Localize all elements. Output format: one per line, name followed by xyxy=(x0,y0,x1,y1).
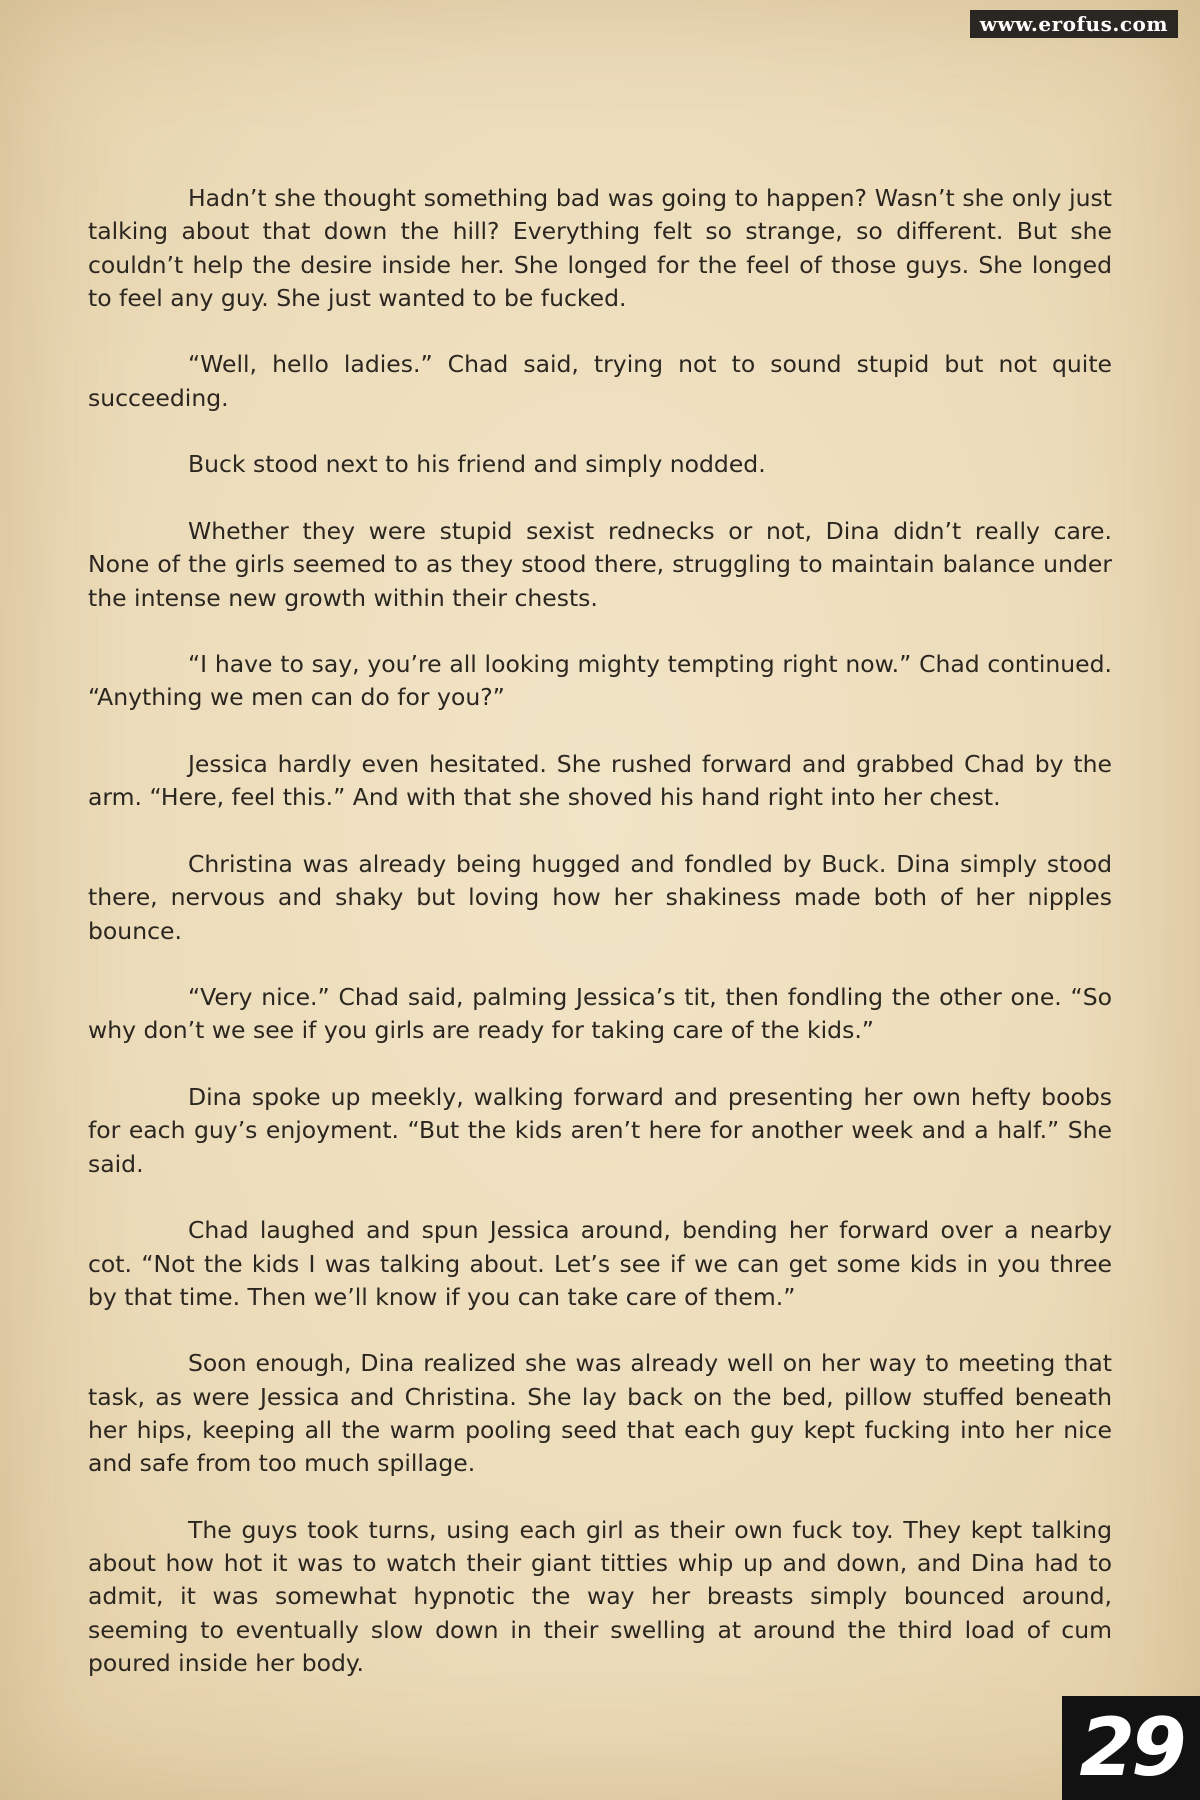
site-watermark: www.erofus.com xyxy=(970,10,1178,38)
paragraph-6: Jessica hardly even hesitated. She rushed forward and grabbed Chad by the arm. “Here, feel this.” And with that she shoved his hand right into her chest. xyxy=(88,750,1112,812)
paragraph-8: “Very nice.” Chad said, palming Jessica’s tit, then fondling the other one. “So why don’t we see if you girls are ready for taking care of the kids.” xyxy=(88,983,1112,1045)
paragraph-3: Buck stood next to his friend and simply nodded. xyxy=(188,450,766,479)
paragraph-1: Hadn’t she thought something bad was going to happen? Wasn’t she only just talking about that down the hill? Everything felt so strange, so different. But she couldn’t help the desire inside her. She longed for the feel of those guys. She longed to feel any guy. She just wanted to be fucked. xyxy=(88,184,1112,312)
paragraph-2: “Well, hello ladies.” Chad said, trying not to sound stupid but not quite succeeding. xyxy=(88,350,1112,412)
paragraph-9: Dina spoke up meekly, walking forward and presenting her own hefty boobs for each guy’s enjoyment. “But the kids aren’t here for another week and a half.” She said. xyxy=(88,1083,1112,1178)
paragraph-11: Soon enough, Dina realized she was already well on her way to meeting that task, as were Jessica and Christina. She lay back on the bed, pillow stuffed beneath her hips, keeping all the warm pooling seed that each guy kept fucking into her nice and safe from too much spillage. xyxy=(88,1349,1112,1478)
story-text xyxy=(88,182,1112,1714)
paragraph-12: The guys took turns, using each girl as their own fuck toy. They kept talking about how hot it was to watch their giant titties whip up and down, and Dina had to admit, it was somewhat hypnotic the way her breasts simply bounced around, seeming to eventually slow down in their swelling at around the third load of cum poured inside her body. xyxy=(88,1515,1112,1678)
page-number: 29 xyxy=(1062,1696,1200,1800)
paragraph-10: Chad laughed and spun Jessica around, bending her forward over a nearby cot. “Not the kids I was talking about. Let’s see if we can get some kids in you three by that time. Then we’ll know if you can take care of them.” xyxy=(88,1216,1112,1311)
paragraph-5: “I have to say, you’re all looking mighty tempting right now.” Chad continued. “Anything we men can do for you?” xyxy=(88,650,1112,712)
paragraph-7: Christina was already being hugged and fondled by Buck. Dina simply stood there, nervous and shaky but loving how her shakiness made both of her nipples bounce. xyxy=(88,849,1112,945)
paragraph-4: Whether they were stupid sexist rednecks or not, Dina didn’t really care. None of the girls seemed to as they stood there, struggling to maintain balance under the intense new growth within their chests. xyxy=(88,516,1112,612)
